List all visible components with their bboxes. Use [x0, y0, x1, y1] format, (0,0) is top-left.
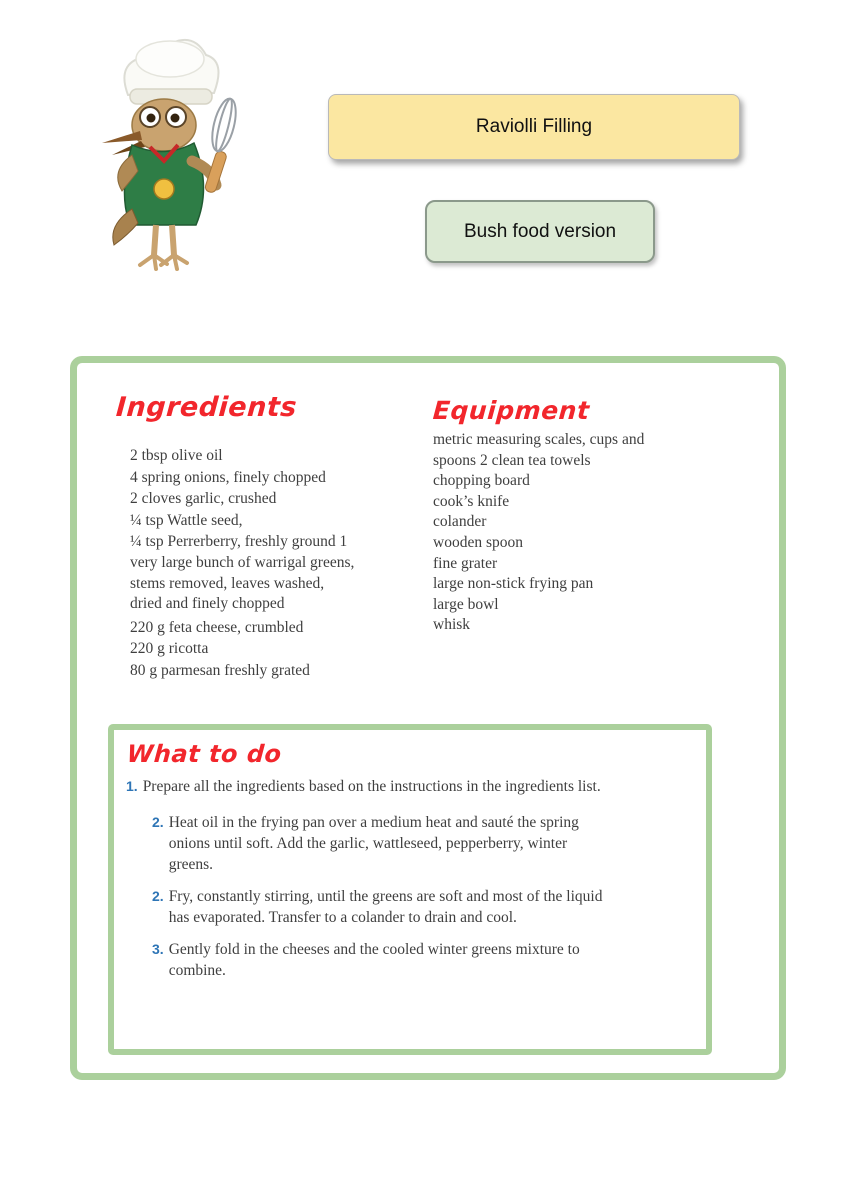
equipment-heading: Equipment: [432, 396, 591, 425]
ingredients-heading: Ingredients: [115, 392, 298, 423]
equipment-item: whisk: [433, 616, 471, 634]
instruction-steps-group: [152, 812, 692, 981]
equipment-item: cook’s knife: [433, 492, 510, 510]
ingredient-item: 220 g ricotta: [130, 640, 209, 658]
instruction-step: [152, 939, 692, 981]
step-number: 3.: [152, 941, 164, 957]
recipe-title-box: [328, 94, 740, 160]
equipment-item: metric measuring scales, cups and spoons 2 clean tea towels: [433, 431, 645, 469]
equipment-item: chopping board: [433, 472, 530, 490]
chef-bird-illustration: [66, 33, 244, 279]
step-number: 2.: [152, 888, 164, 904]
ingredient-item: 220 g feta cheese, crumbled: [130, 618, 304, 636]
recipe-panel: [70, 356, 786, 1080]
step-text: Heat oil in the frying pan over a medium heat and sauté the spring onions until soft. Add the garlic, wattleseed, pepperberry, winter greens.: [168, 814, 579, 873]
ingredient-item: 80 g parmesan freshly grated: [130, 661, 310, 679]
step-text: Gently fold in the cheeses and the cooled winter greens mixture to combine.: [168, 941, 580, 979]
step-text: Fry, constantly stirring, until the greens are soft and most of the liquid has evaporated. Transfer to a colander to drain and cool.: [168, 888, 603, 926]
ingredient-item: ¼ tsp Wattle seed,: [130, 511, 243, 529]
recipe-title: Raviolli Filling: [475, 116, 593, 137]
recipe-subtitle-box: [425, 200, 655, 263]
step-number: 1.: [126, 778, 138, 794]
chef-bird-icon: [66, 33, 244, 279]
equipment-item: colander: [433, 513, 487, 531]
ingredient-item: ¼ tsp Perrerberry, freshly ground 1 very large bunch of warrigal greens, stems removed, leaves washed, dried and finely chopped: [130, 533, 355, 613]
equipment-item: large bowl: [433, 595, 499, 613]
ingredient-item: 4 spring onions, finely chopped: [130, 468, 326, 486]
instructions-panel: [108, 724, 712, 1055]
instructions-heading: What to do: [126, 740, 283, 768]
instruction-step: [152, 886, 692, 928]
recipe-subtitle: Bush food version: [463, 220, 617, 242]
step-text: Prepare all the ingredients based on the instructions in the ingredients list.: [142, 778, 601, 795]
equipment-item: wooden spoon: [433, 533, 523, 551]
equipment-item: fine grater: [433, 554, 498, 572]
step-number: 2.: [152, 814, 164, 830]
equipment-list: [433, 430, 671, 636]
instruction-step: [152, 812, 692, 875]
ingredient-item: 2 tbsp olive oil: [130, 447, 223, 464]
ingredient-item: 2 cloves garlic, crushed: [130, 490, 277, 508]
instruction-step: [126, 776, 692, 797]
equipment-item: large non-stick frying pan: [433, 575, 594, 593]
ingredients-list: [130, 446, 358, 683]
